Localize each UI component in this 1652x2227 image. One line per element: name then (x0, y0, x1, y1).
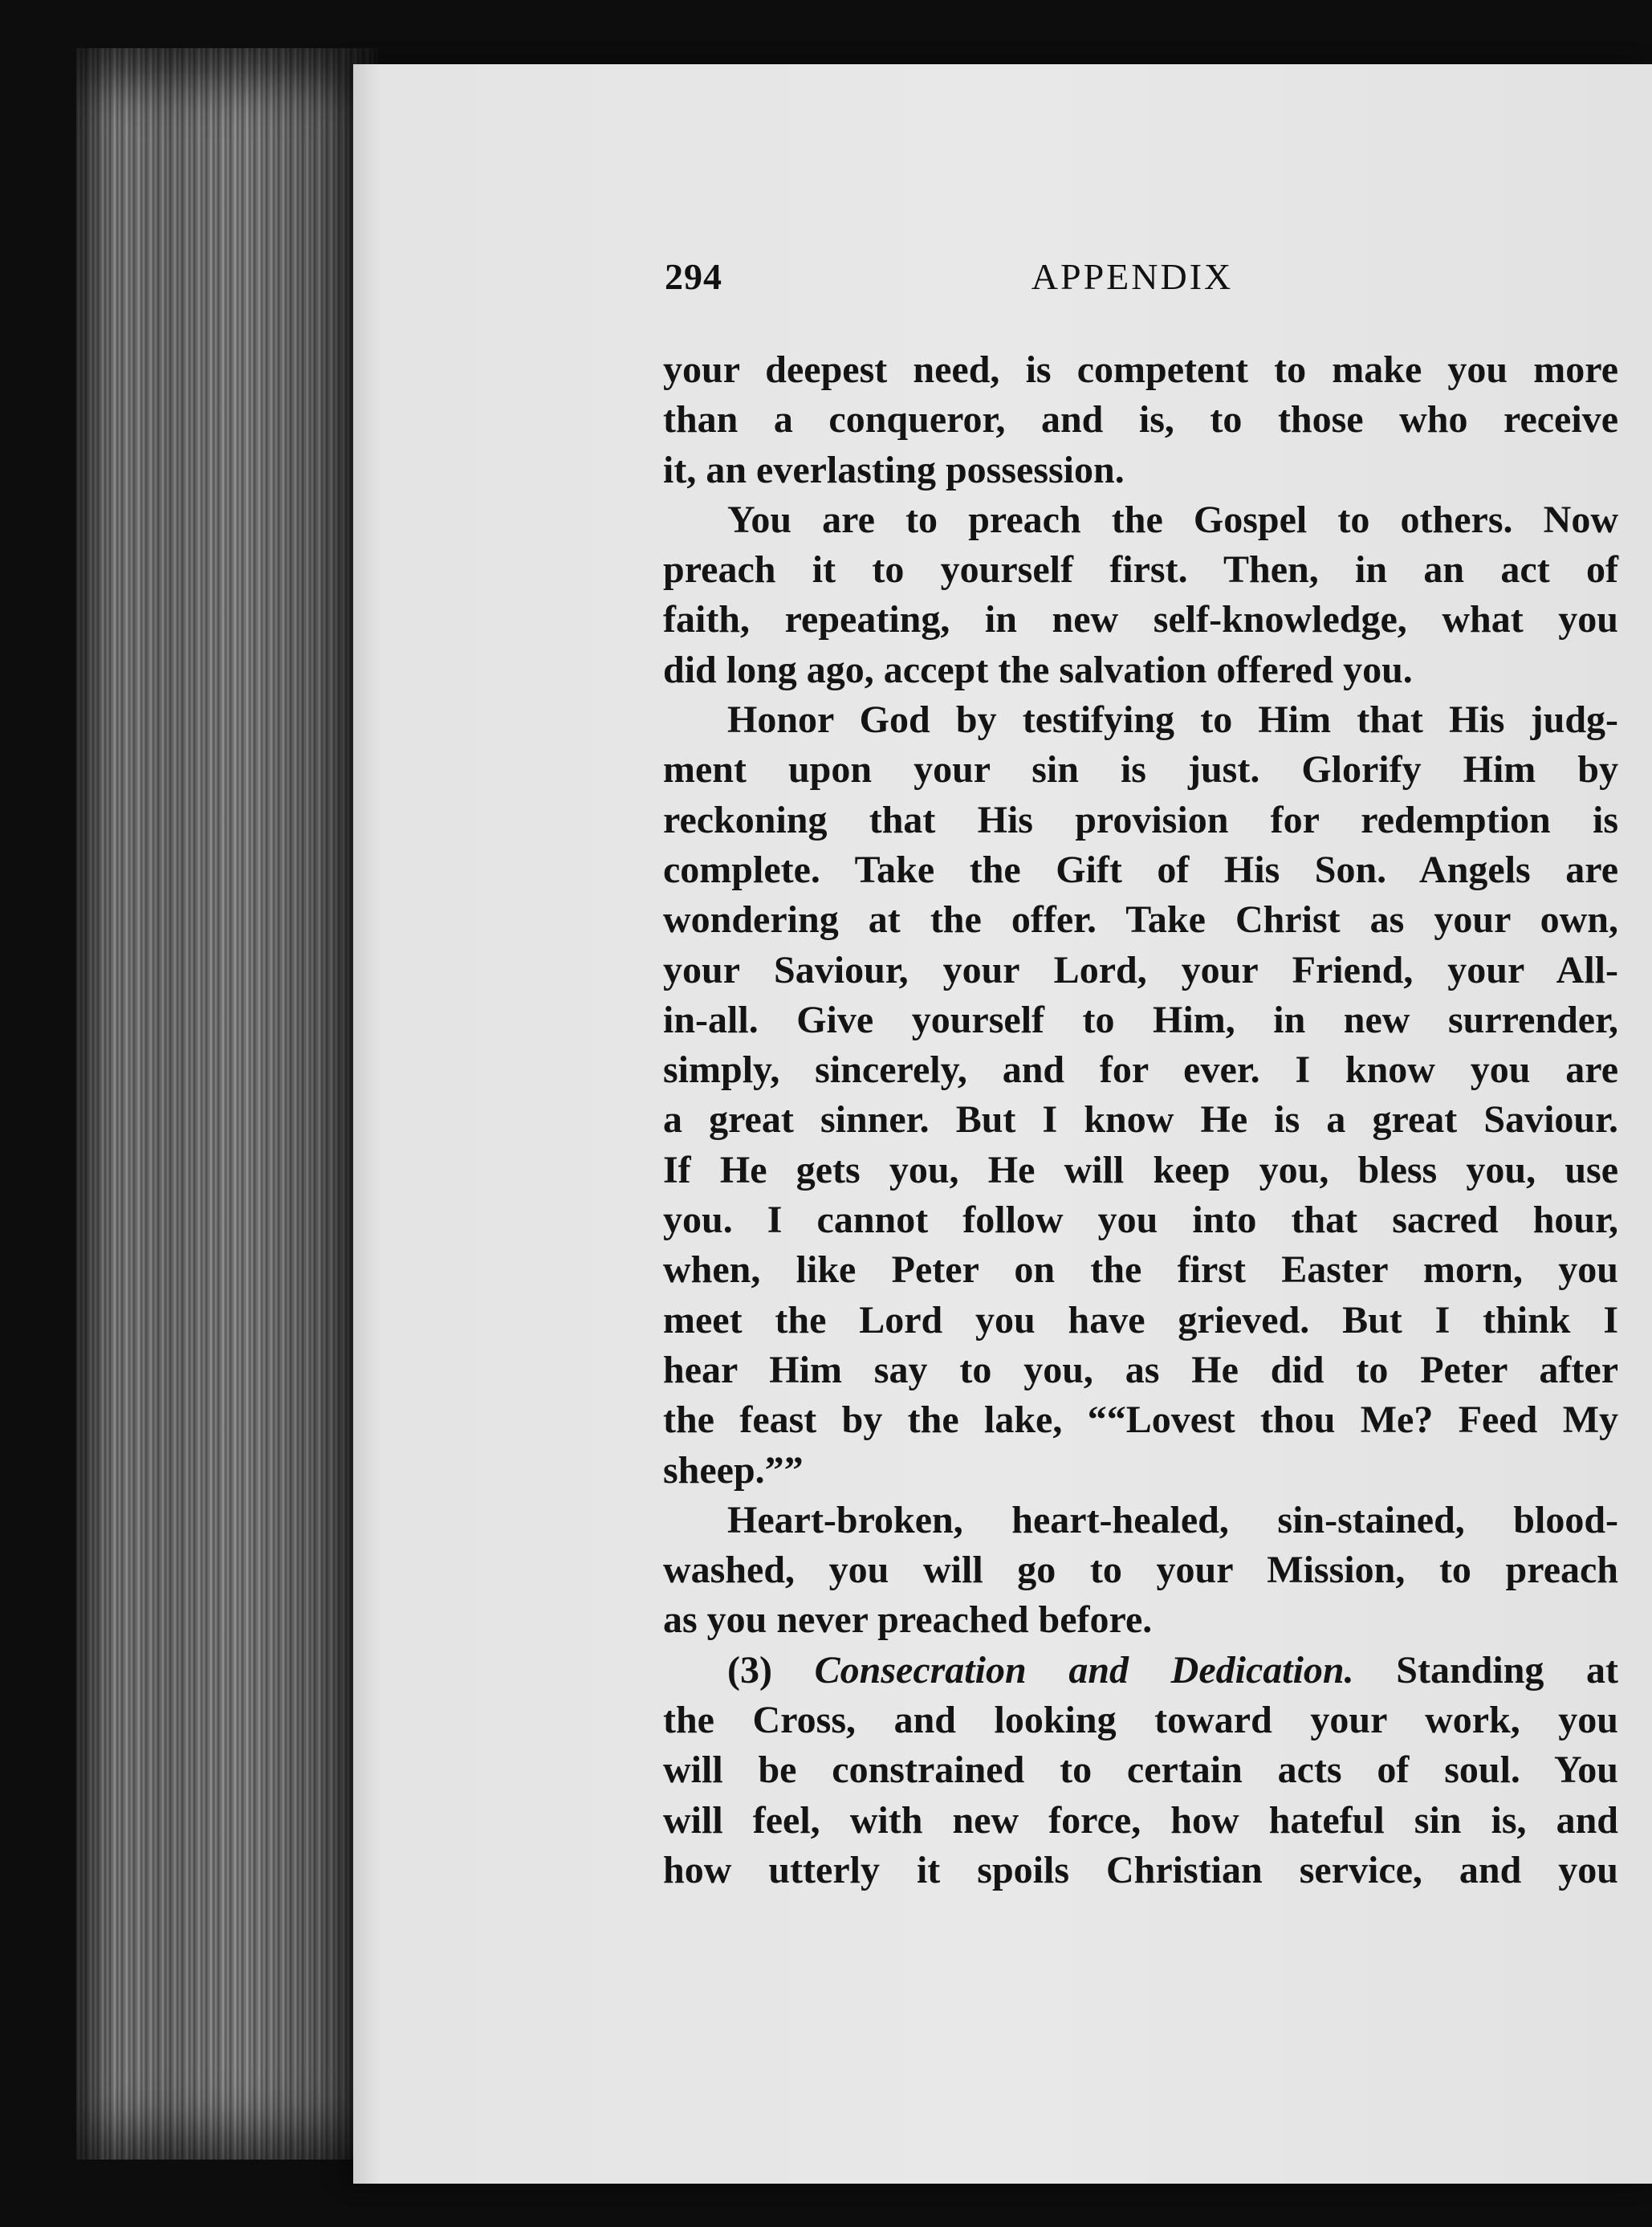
text-line: will be constrained to certain acts of soul. You (663, 1749, 1618, 1792)
text-line: your deepest need, is competent to make you more (663, 348, 1618, 391)
text-line: the feast by the lake, ““Lovest thou Me? Feed My (663, 1398, 1618, 1442)
text-line: reckoning that His provision for redemption is (663, 798, 1618, 841)
text-line: hear Him say to you, as He did to Peter after (663, 1348, 1618, 1391)
text-line: washed, you will go to your Mission, to preach (663, 1549, 1618, 1592)
text-line: complete. Take the Gift of His Son. Angels are (663, 848, 1618, 891)
text-line: Honor God by testifying to Him that His judg- (727, 698, 1618, 742)
text-line: simply, sincerely, and for ever. I know you are (663, 1048, 1618, 1092)
text-line: You are to preach the Gospel to others. Now (727, 498, 1618, 541)
running-head (665, 255, 1612, 303)
text-line: did long ago, accept the salvation offered you. (663, 648, 1413, 691)
text-line: in-all. Give yourself to Him, in new surrender, (663, 998, 1618, 1041)
text-line: wondering at the offer. Take Christ as your own, (663, 898, 1618, 942)
text-line: when, like Peter on the first Easter morn, you (663, 1248, 1618, 1292)
text-line: your Saviour, your Lord, your Friend, your All- (663, 948, 1618, 991)
text-line: a great sinner. But I know He is a great Saviour. (663, 1098, 1618, 1142)
text-line: faith, repeating, in new self-knowledge, what you (663, 598, 1618, 641)
text-line-heading (663, 1646, 1618, 1696)
book-page-edges (76, 48, 377, 2160)
text-line: sheep.”” (663, 1448, 804, 1492)
text-line: you. I cannot follow you into that sacred hour, (663, 1199, 1618, 1242)
text-line: as you never preached before. (663, 1598, 1153, 1642)
text-line: the Cross, and looking toward your work, you (663, 1699, 1618, 1742)
text-line: will feel, with new force, how hateful sin is, and (663, 1798, 1618, 1842)
text-line: it, an everlasting possession. (663, 448, 1125, 491)
text-line: than a conqueror, and is, to those who receive (663, 398, 1618, 442)
text-line: Heart-broken, heart-healed, sin-stained, blood- (727, 1498, 1618, 1541)
italic-heading: Consecration and Dedication. (814, 1648, 1354, 1692)
text-line: ment upon your sin is just. Glorify Him by (663, 748, 1618, 792)
item-number: (3) (727, 1648, 815, 1692)
heading-tail: Standing at (1353, 1648, 1619, 1692)
body-text (663, 345, 1618, 1895)
page-number: 294 (665, 256, 722, 297)
text-line: preach it to yourself first. Then, in an act of (663, 548, 1618, 592)
text-line: how utterly it spoils Christian service, and you (663, 1848, 1618, 1891)
text-line: meet the Lord you have grieved. But I think I (663, 1298, 1618, 1341)
section-title: APPENDIX (1031, 256, 1234, 297)
text-line: If He gets you, He will keep you, bless you, use (663, 1148, 1618, 1191)
